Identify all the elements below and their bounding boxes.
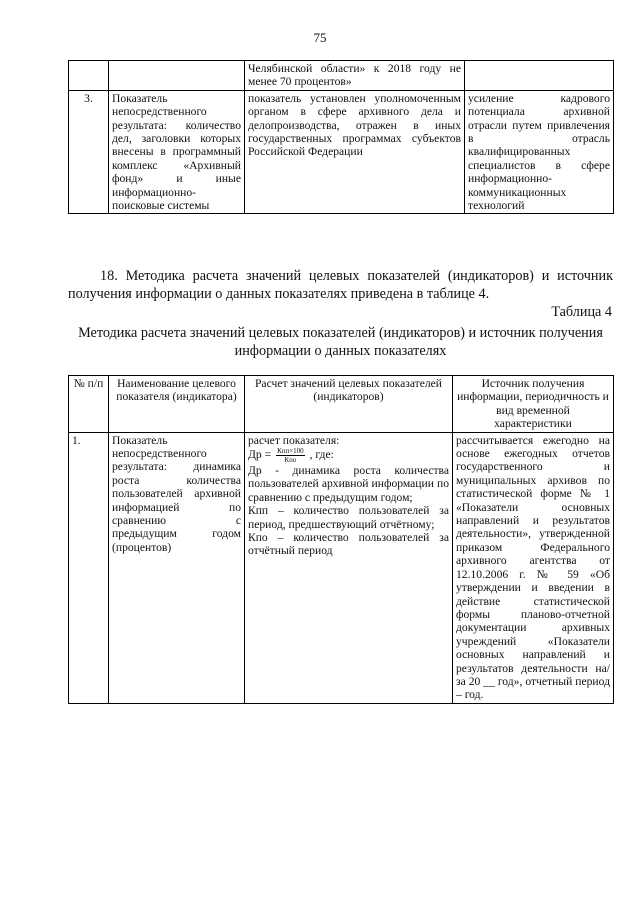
formula-numerator: Кпп×100 (277, 447, 304, 456)
table-row (69, 432, 614, 703)
cell-name (109, 61, 245, 91)
formula (248, 447, 449, 464)
table-header-row (69, 376, 614, 433)
formula-fraction (276, 447, 305, 464)
table-4 (68, 375, 614, 704)
cell-name: Показатель непосредственного результата: количество дел, заголовки которых внесены в программный комплекс «Архивный фонд» и иные информационно-поисковые системы (109, 90, 245, 214)
formula-denominator: Кпо (284, 456, 297, 465)
header-name: Наименование целевого показателя (индикатора) (109, 376, 245, 433)
cell-source (465, 61, 614, 91)
definition-dr: Др - динамика роста количества пользователей архивной информации по сравнению с предыдущим годом; (248, 464, 449, 504)
cell-num: 3. (69, 90, 109, 214)
header-calc: Расчет значений целевых показателей (индикаторов) (245, 376, 453, 433)
formula-lhs: Др = (248, 448, 272, 462)
table-title: Методика расчета значений целевых показателей (индикаторов) и источник получения информации о данных показателях (78, 325, 603, 359)
cell-calc: показатель установлен уполномоченным органом в сфере архивного дела и делопроизводства, отражен в иных государственных программах субъектов Российской Федерации (245, 90, 465, 214)
calc-intro: расчет показателя: (248, 433, 340, 447)
page-number: 75 (313, 30, 327, 45)
table-row (69, 90, 614, 214)
header-source: Источник получения информации, периодичность и вид временной характеристики (453, 376, 614, 433)
cell-calc: Челябинской области» к 2018 году не менее 70 процентов» (245, 61, 465, 91)
paragraph-18: 18. Методика расчета значений целевых показателей (индикаторов) и источник получения информации о данных показателях приведена в таблице 4. (68, 268, 613, 302)
top-table (68, 60, 614, 214)
cell-name: Показатель непосредственного результата: динамика роста количества пользователей архивной информацией по сравнению с предыдущим годом (процентов) (109, 432, 245, 703)
formula-tail: , где: (309, 448, 334, 462)
cell-num: 1. (69, 432, 109, 703)
cell-source: рассчитывается ежегодно на основе ежегодных отчетов государственного и муниципальных архивов по статистической форме № 1 «Показатели основных направлений и результатов деятельности», утвержденной приказом Федерального архивного агентства от 12.10.2006 г. № 59 «Об утверждении и введении в действие статистической формы планово-отчетной документации архивных учреждений «Показатели основных направлений и результатов деятельности на/за 20 __ год», отчетный период – год. (453, 432, 614, 703)
definition-kpp: Кпп – количество пользователей за период, предшествующий отчётному; (248, 504, 449, 531)
header-num: № п/п (69, 376, 109, 433)
table-row-continuation (69, 61, 614, 91)
cell-source: усиление кадрового потенциала архивной отрасли путем привлечения в отрасль квалифицированных специалистов в сфере информационно-коммуникационных технологий (465, 90, 614, 214)
table-label: Таблица 4 (551, 304, 612, 320)
cell-calc (245, 432, 453, 703)
definition-kpo: Кпо – количество пользователей за отчётный период (248, 531, 449, 558)
cell-num (69, 61, 109, 91)
